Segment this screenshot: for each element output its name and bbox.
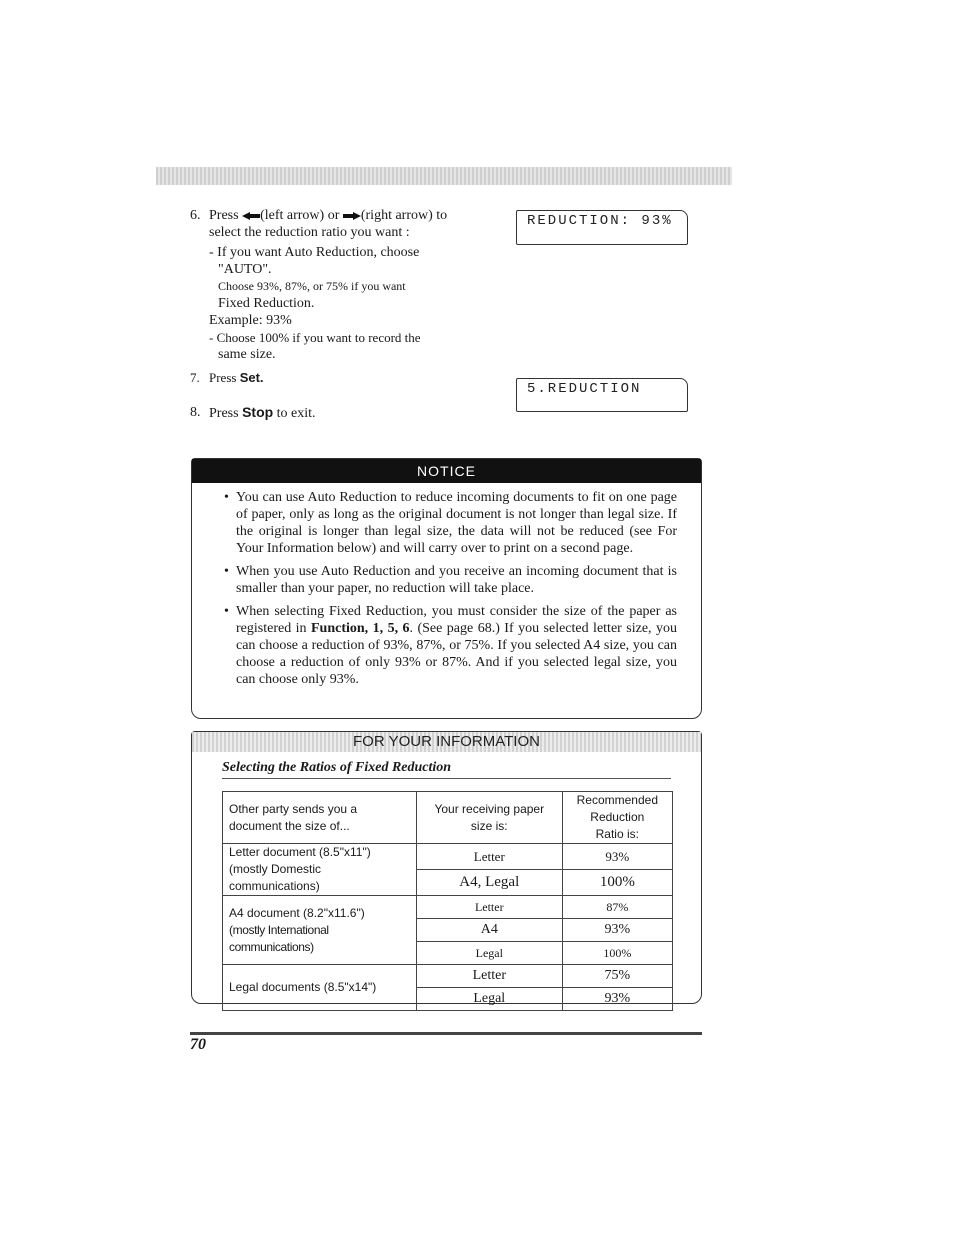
notice-title: NOTICE bbox=[192, 459, 701, 483]
lcd-text: 5.REDUCTION bbox=[527, 381, 642, 397]
step-text: Press bbox=[209, 208, 239, 223]
table-row bbox=[223, 965, 673, 988]
info-subtitle: Selecting the Ratios of Fixed Reduction bbox=[222, 760, 671, 779]
notice-text: When selecting Fixed Reduction, you must consider the size of the paper as registered in bbox=[236, 604, 677, 636]
info-box bbox=[191, 731, 702, 1004]
ratio: 87% bbox=[562, 896, 672, 919]
sent-document-legal bbox=[223, 965, 417, 1011]
ratio: 93% bbox=[562, 988, 672, 1011]
step-text: (right arrow) to bbox=[360, 208, 448, 223]
receiving-paper: A4 bbox=[416, 919, 562, 942]
right-arrow-icon bbox=[343, 212, 361, 220]
notice-item bbox=[224, 603, 677, 688]
full-size-option-label: same size. bbox=[218, 347, 276, 362]
notice-text: You can use Auto Reduction to reduce incoming documents to fit on one page of paper, only as long as the original document is not longer than legal size. If the original is longer than legal size, the data will not be reduced (see For Your Information below) and will carry over to print on a second page. bbox=[236, 490, 677, 556]
ratio: 93% bbox=[562, 844, 672, 870]
step-text: Press bbox=[209, 406, 239, 421]
step-number: 6. bbox=[190, 208, 201, 223]
sent-document-a4 bbox=[223, 896, 417, 965]
full-size-option: - Choose 100% if you want to record the bbox=[209, 330, 421, 345]
header-sent-document: Other party sends you a document the size of... bbox=[223, 792, 417, 844]
lcd-text: REDUCTION: 93% bbox=[527, 213, 673, 229]
reduction-ratio-table bbox=[222, 791, 673, 1011]
bullet-icon: • bbox=[224, 564, 229, 579]
step-8 bbox=[190, 404, 462, 422]
lcd-display-reduction-ratio bbox=[516, 210, 688, 245]
cell-text: Letter document (8.5"x11") bbox=[229, 845, 371, 859]
step-number: 7. bbox=[190, 370, 200, 385]
function-code: Function, 1, 5, 6 bbox=[311, 621, 410, 636]
receiving-paper: Letter bbox=[416, 896, 562, 919]
header-receiving-paper: Your receiving paper size is: bbox=[416, 792, 562, 844]
left-arrow-icon bbox=[242, 212, 260, 220]
ratio: 75% bbox=[562, 965, 672, 988]
steps-list bbox=[190, 207, 462, 422]
step-number: 8. bbox=[190, 405, 201, 420]
bullet-icon: • bbox=[224, 490, 229, 505]
header-recommended-ratio: Recommended Reduction Ratio is: bbox=[562, 792, 672, 844]
notice-box bbox=[191, 458, 702, 719]
receiving-paper: Letter bbox=[416, 844, 562, 870]
notice-item bbox=[224, 489, 677, 557]
page-number: 70 bbox=[190, 1036, 206, 1053]
header-rule bbox=[156, 167, 732, 185]
set-key-label: Set. bbox=[239, 370, 264, 385]
step-6 bbox=[190, 207, 462, 363]
notice-text: When you use Auto Reduction and you receive an incoming document that is smaller than your paper, no reduction will take place. bbox=[236, 564, 677, 596]
notice-item bbox=[224, 563, 677, 597]
step-text: select the reduction ratio you want : bbox=[209, 225, 410, 240]
cell-text: (mostly International communications) bbox=[229, 922, 329, 954]
ratio: 93% bbox=[562, 919, 672, 942]
lcd-display-reduction-menu bbox=[516, 378, 688, 412]
info-title: FOR YOUR INFORMATION bbox=[192, 732, 701, 752]
table-row bbox=[223, 844, 673, 870]
ratio: 100% bbox=[562, 942, 672, 965]
receiving-paper: Legal bbox=[416, 942, 562, 965]
stop-key-label: Stop bbox=[242, 404, 274, 420]
table-header-row bbox=[223, 792, 673, 844]
fixed-option-label: Fixed Reduction. bbox=[218, 296, 315, 311]
footer-rule bbox=[190, 1032, 702, 1035]
notice-text: . (See page 68.) If you selected letter size, you can choose a reduction of 93%, 87%, or 75%. If you selected A4 size, you can choose a reduction of only 93% or 87%. And if you selected legal size, you can choose only 93%. bbox=[236, 621, 677, 687]
notice-list bbox=[224, 489, 677, 688]
receiving-paper: Legal bbox=[416, 988, 562, 1011]
auto-option: - If you want Auto Reduction, choose bbox=[209, 245, 420, 260]
cell-text: (mostly Domestic communications) bbox=[229, 862, 322, 893]
fixed-option: Choose 93%, 87%, or 75% if you want bbox=[218, 279, 406, 293]
sent-document-letter bbox=[223, 844, 417, 896]
step-text: (left arrow) or bbox=[260, 208, 340, 223]
auto-option-value: "AUTO". bbox=[218, 262, 272, 277]
receiving-paper: Letter bbox=[416, 965, 562, 988]
ratio: 100% bbox=[562, 870, 672, 896]
cell-text: A4 document (8.2"x11.6") bbox=[229, 905, 365, 920]
step-text: to exit. bbox=[276, 406, 316, 421]
receiving-paper: A4, Legal bbox=[416, 870, 562, 896]
cell-text: Legal documents (8.5"x14") bbox=[229, 980, 377, 994]
bullet-icon: • bbox=[224, 604, 229, 619]
table-row bbox=[223, 896, 673, 919]
example-text: Example: 93% bbox=[209, 313, 292, 328]
step-text: Press bbox=[209, 370, 237, 385]
step-7 bbox=[190, 369, 462, 386]
